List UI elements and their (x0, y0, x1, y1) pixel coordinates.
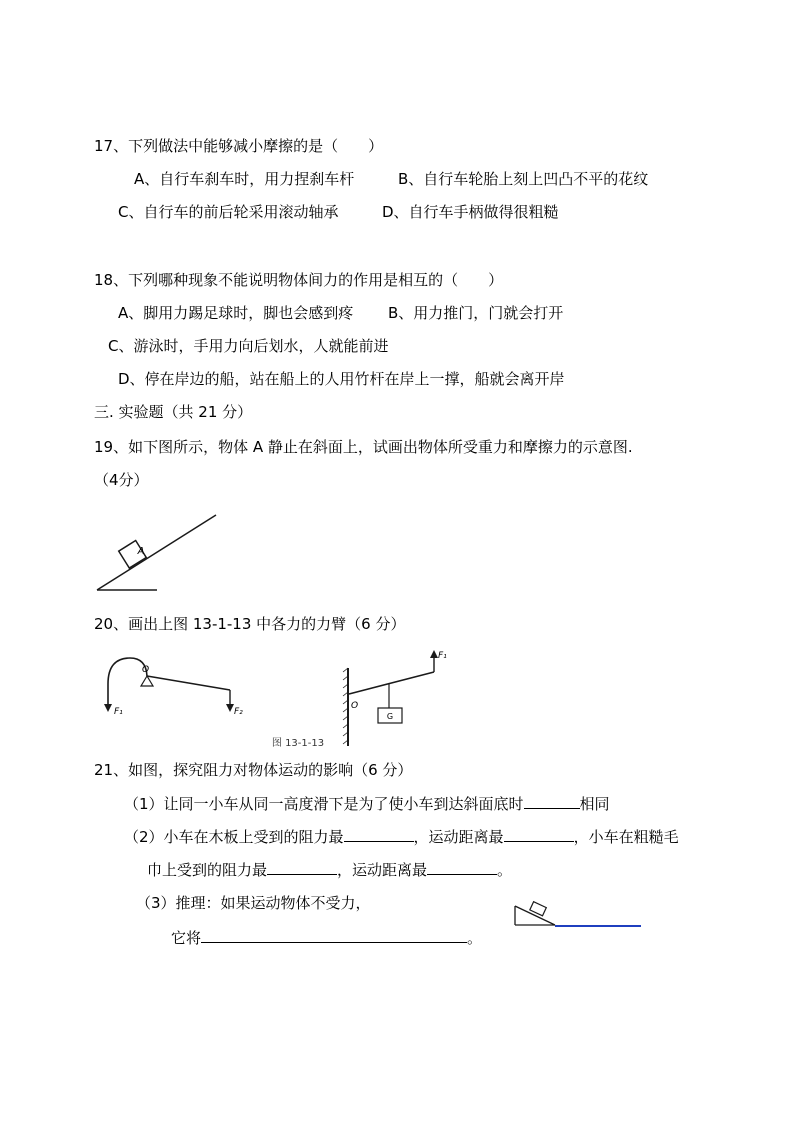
f1-label-right: F₁ (438, 651, 447, 661)
q19-points: （4分） (94, 471, 149, 489)
q17-option-a: A、自行车刹车时，用力捏刹车杆 (134, 170, 355, 188)
block-a-label: A (137, 546, 145, 557)
q21-part3b-prefix: 它将 (171, 929, 202, 947)
q17-stem: 17、下列做法中能够减小摩擦的是（ ） (94, 137, 384, 155)
q18-stem: 18、下列哪种现象不能说明物体间力的作用是相互的（ ） (94, 271, 504, 289)
q18-option-c: C、游泳时，手用力向后划水，人就能前进 (108, 337, 389, 355)
q21-part2-suffix: ，小车在粗糙毛 (573, 828, 679, 846)
f1-label-left: F₁ (114, 707, 123, 717)
q21-stem: 21、如图，探究阻力对物体运动的影响（6 分） (94, 761, 413, 779)
q18-option-d: D、停在岸边的船，站在船上的人用竹杆在岸上一撑，船就会离开岸 (118, 370, 565, 388)
answer-blank-5[interactable] (427, 859, 497, 875)
answer-blank-4[interactable] (267, 859, 337, 875)
q21-part2b (147, 859, 512, 880)
q17-option-d: D、自行车手柄做得很粗糙 (382, 203, 559, 221)
incline-slope (97, 515, 216, 590)
f2-label: F₂ (234, 707, 243, 717)
q21-part1 (124, 793, 610, 814)
f1-arrowhead-right (430, 650, 438, 658)
q17-option-b: B、自行车轮胎上刻上凹凸不平的花纹 (398, 170, 649, 188)
q21-part2-prefix: （2）小车在木板上受到的阻力最 (124, 828, 344, 846)
answer-blank-1[interactable] (524, 793, 580, 809)
answer-blank-6[interactable] (201, 927, 467, 943)
pivot-o-label-left: O (142, 665, 150, 675)
f1-arrowhead-left (104, 704, 112, 712)
q21-part2 (124, 826, 679, 847)
q21-part1-suffix: 相同 (579, 795, 610, 813)
q21-part2b-suffix: 。 (497, 861, 513, 879)
q18-option-b: B、用力推门，门就会打开 (388, 304, 564, 322)
f2-arrowhead (226, 704, 234, 712)
q21-part1-prefix: （1）让同一小车从同一高度滑下是为了使小车到达斜面底时 (124, 795, 524, 813)
q18-option-a: A、脚用力踢足球时，脚也会感到疼 (118, 304, 354, 322)
q20-lever-figure (100, 646, 460, 754)
weight-g-label: G (386, 712, 394, 721)
q21-part3b (171, 927, 482, 948)
q20-stem: 20、画出上图 13-1-13 中各力的力臂（6 分） (94, 615, 406, 633)
lever-bar-right (349, 672, 434, 694)
answer-blank-2[interactable] (344, 826, 414, 842)
figure-caption: 图 13-1-13 (271, 738, 325, 749)
q21-part3b-suffix: 。 (467, 929, 483, 947)
q19-incline-figure (95, 510, 220, 595)
q21-part3: （3）推理：如果运动物体不受力， (136, 894, 371, 912)
q21-part2-mid: ，运动距离最 (413, 828, 504, 846)
section-title: 三. 实验题（共 21 分） (94, 403, 253, 421)
q21-part2b-mid: ，运动距离最 (337, 861, 428, 879)
pivot-o-label-right: O (351, 701, 359, 711)
q21-part2b-prefix: 巾上受到的阻力最 (147, 861, 268, 879)
q21-ramp-figure (513, 898, 643, 930)
q17-option-c: C、自行车的前后轮采用滚动轴承 (118, 203, 339, 221)
q19-stem: 19、如下图所示，物体 A 静止在斜面上，试画出物体所受重力和摩擦力的示意图. (94, 438, 633, 456)
answer-blank-3[interactable] (504, 826, 574, 842)
lever-bar-left (147, 676, 230, 690)
